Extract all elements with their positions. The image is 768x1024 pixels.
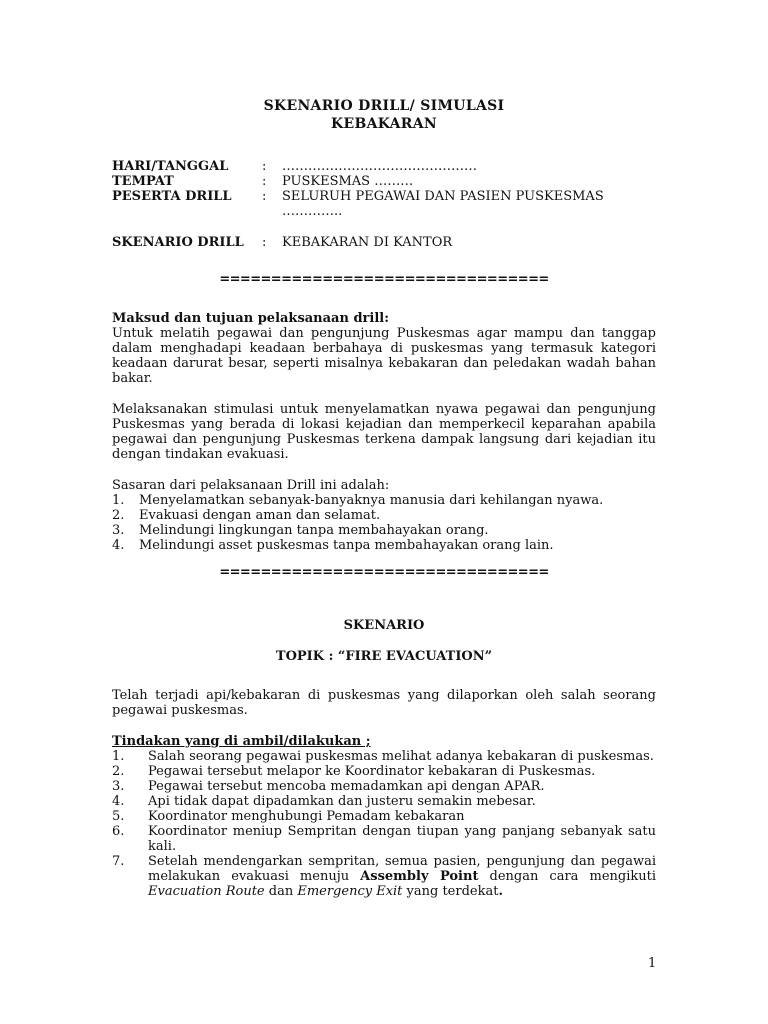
list-item: 3. Melindungi lingkungan tanpa membahayakan orang.: [112, 523, 489, 538]
meta-row-peserta: [112, 189, 656, 204]
list-item: 4. Melindungi asset puskesmas tanpa membahayakan orang lain.: [112, 538, 554, 553]
separator-line: ================================: [219, 565, 549, 580]
sasaran-intro: Sasaran dari pelaksanaan Drill ini adalah:: [112, 478, 390, 493]
colon: :: [262, 235, 267, 250]
topik-heading: TOPIK : “FIRE EVACUATION”: [275, 649, 493, 664]
sasaran-list: [112, 493, 656, 553]
separator-line: ================================: [219, 272, 549, 287]
evacuation-route-text: Evacuation Route: [148, 884, 265, 899]
tindakan-list: [112, 749, 656, 899]
list-item: 5. Koordinator menghubungi Pemadam kebakaran: [112, 809, 465, 824]
document-title: [112, 97, 656, 133]
skenario-label: SKENARIO DRILL: [112, 235, 244, 250]
emergency-exit-text: Emergency Exit: [297, 884, 403, 899]
hari-label: HARI/TANGGAL: [112, 159, 229, 174]
document-page: [112, 97, 656, 899]
list-item: 7. Setelah mendengarkan sempritan, semua pasien, pengunjung dan pegawai melakukan evakuasi menuju Assembly Point dengan cara mengikuti Evacuation Route dan Emergency Exit yang terdekat.: [112, 854, 656, 899]
list-item: 2. Evakuasi dengan aman dan selamat.: [112, 508, 381, 523]
colon: :: [262, 159, 267, 174]
meta-row-hari: [112, 159, 656, 174]
title-line-1: SKENARIO DRILL/ SIMULASI: [263, 98, 505, 114]
hari-value: ………………………………………: [282, 159, 477, 174]
maksud-paragraph-1: Untuk melatih pegawai dan pengunjung Puskesmas agar mampu dan tanggap dalam menghadapi keadaan berbahaya di puskesmas yang termasuk kategori keadaan darurat besar, seperti misalnya kebakaran dan peledakan wadah bahan bakar.: [112, 326, 656, 386]
peserta-value: SELURUH PEGAWAI DAN PASIEN PUSKESMAS: [282, 189, 604, 204]
skenario-value: KEBAKARAN DI KANTOR: [282, 235, 453, 250]
colon: :: [262, 174, 267, 189]
title-line-2: KEBAKARAN: [331, 116, 437, 132]
maksud-heading: Maksud dan tujuan pelaksanaan drill:: [112, 311, 390, 326]
list-item: 2. Pegawai tersebut melapor ke Koordinator kebakaran di Puskesmas.: [112, 764, 596, 779]
page-number: 1: [648, 956, 657, 971]
list-item: 6. Koordinator meniup Sempritan dengan tiupan yang panjang sebanyak satu kali.: [112, 824, 656, 854]
peserta-value-continued: …………..: [282, 204, 343, 219]
list-item: 4. Api tidak dapat dipadamkan dan justeru semakin mebesar.: [112, 794, 536, 809]
list-item: 1. Menyelamatkan sebanyak-banyaknya manusia dari kehilangan nyawa.: [112, 493, 604, 508]
list-item: 3. Pegawai tersebut mencoba memadamkan api dengan APAR.: [112, 779, 545, 794]
list-item: 1. Salah seorang pegawai puskesmas melihat adanya kebakaran di puskesmas.: [112, 749, 654, 764]
skenario-intro: Telah terjadi api/kebakaran di puskesmas yang dilaporkan oleh salah seorang pegawai puskesmas.: [112, 688, 656, 718]
assembly-point-text: Assembly Point: [360, 869, 479, 884]
tempat-label: TEMPAT: [112, 174, 174, 189]
meta-row-tempat: [112, 174, 656, 189]
meta-block: [112, 159, 656, 250]
peserta-label: PESERTA DRILL: [112, 189, 232, 204]
tindakan-heading: Tindakan yang di ambil/dilakukan ;: [112, 734, 371, 749]
colon: :: [262, 189, 267, 204]
meta-row-skenario: [112, 235, 656, 250]
maksud-paragraph-2: Melaksanakan stimulasi untuk menyelamatkan nyawa pegawai dan pengunjung Puskesmas yang berada di lokasi kejadian dan memperkecil keparahan apabila pegawai dan pengunjung Puskesmas terkena dampak langsung dari kejadian itu dengan tindakan evakuasi.: [112, 402, 656, 462]
tempat-value: PUSKESMAS ………: [282, 174, 414, 189]
skenario-heading: SKENARIO: [343, 618, 425, 633]
